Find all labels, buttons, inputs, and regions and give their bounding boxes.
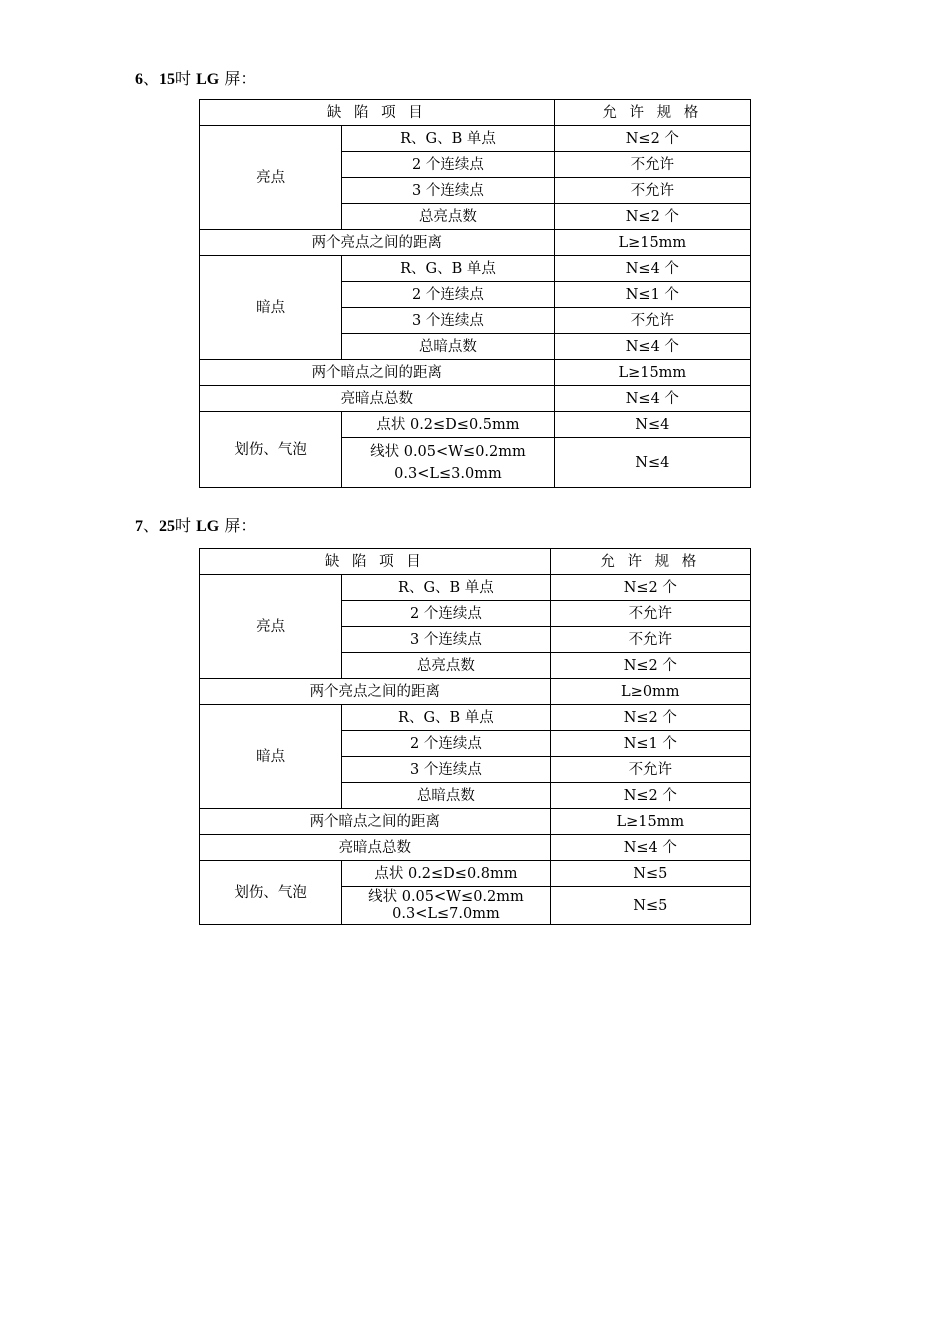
row-spec: N≤2 个 xyxy=(554,204,750,230)
header-allowed-spec: 允 许 规 格 xyxy=(554,100,750,126)
row-item: R、G、B 单点 xyxy=(342,256,554,282)
section-number: 6 xyxy=(135,71,143,88)
defect-spec-table-15-inch xyxy=(199,99,751,488)
row-item: 总暗点数 xyxy=(342,334,554,360)
line-shape-spec: N≤5 xyxy=(550,887,750,925)
dark-distance-item: 两个暗点之间的距离 xyxy=(200,360,555,386)
line-shape-spec: N≤4 xyxy=(554,438,750,488)
total-dots-spec: N≤4 个 xyxy=(554,386,750,412)
row-item: 2 个连续点 xyxy=(342,282,554,308)
dot-shape-spec: N≤5 xyxy=(550,861,750,887)
dot-shape-spec: N≤4 xyxy=(554,412,750,438)
row-spec: N≤2 个 xyxy=(554,126,750,152)
bright-dot-label: 亮点 xyxy=(200,126,342,230)
section-number: 7 xyxy=(135,518,143,535)
size-unit: 吋 xyxy=(175,69,192,88)
dark-dot-label: 暗点 xyxy=(200,705,342,809)
title-suffix: 屏： xyxy=(224,69,257,88)
total-dots-spec: N≤4 个 xyxy=(550,835,750,861)
line-shape-width: 线状 0.05<W≤0.2mm xyxy=(370,443,526,460)
dark-distance-spec: L≥15mm xyxy=(554,360,750,386)
section-separator: 、 xyxy=(143,516,160,535)
line-shape-length: 0.3<L≤3.0mm xyxy=(394,465,502,482)
row-item: 3 个连续点 xyxy=(342,178,554,204)
row-item: 3 个连续点 xyxy=(342,627,550,653)
table-row xyxy=(200,230,751,256)
screen-size: 15 xyxy=(159,71,176,88)
row-spec: N≤2 个 xyxy=(550,653,750,679)
row-item: 3 个连续点 xyxy=(342,308,554,334)
line-shape-item xyxy=(342,887,550,925)
row-spec: 不允许 xyxy=(554,152,750,178)
table-row xyxy=(200,386,751,412)
table-row xyxy=(200,835,751,861)
row-item: 总亮点数 xyxy=(342,204,554,230)
dot-shape-item: 点状 0.2≤D≤0.8mm xyxy=(342,861,550,887)
row-spec: N≤2 个 xyxy=(550,705,750,731)
defect-spec-table-25-inch xyxy=(199,548,751,925)
table-header-row xyxy=(200,100,751,126)
row-item: 2 个连续点 xyxy=(342,601,550,627)
row-spec: N≤2 个 xyxy=(550,575,750,601)
row-item: R、G、B 单点 xyxy=(342,126,554,152)
header-allowed-spec: 允 许 规 格 xyxy=(550,549,750,575)
line-shape-item xyxy=(342,438,554,488)
row-item: 总亮点数 xyxy=(342,653,550,679)
row-item: 2 个连续点 xyxy=(342,731,550,757)
header-defect-item: 缺 陷 项 目 xyxy=(200,100,555,126)
row-item: 3 个连续点 xyxy=(342,757,550,783)
row-spec: N≤1 个 xyxy=(554,282,750,308)
dark-dot-label: 暗点 xyxy=(200,256,342,360)
size-unit: 吋 xyxy=(175,516,192,535)
section-title-25-inch xyxy=(135,513,256,536)
row-spec: 不允许 xyxy=(554,308,750,334)
line-shape-length: 0.3<L≤7.0mm xyxy=(392,905,500,922)
row-item: 2 个连续点 xyxy=(342,152,554,178)
row-spec: 不允许 xyxy=(550,601,750,627)
bright-distance-spec: L≥0mm xyxy=(550,679,750,705)
bright-distance-spec: L≥15mm xyxy=(554,230,750,256)
row-item: 总暗点数 xyxy=(342,783,550,809)
table-header-row xyxy=(200,549,751,575)
section-separator: 、 xyxy=(143,69,160,88)
scratch-bubble-label: 划伤、气泡 xyxy=(200,412,342,488)
screen-size: 25 xyxy=(159,518,176,535)
row-item: R、G、B 单点 xyxy=(342,575,550,601)
row-spec: 不允许 xyxy=(554,178,750,204)
table-row xyxy=(200,126,751,152)
header-defect-item: 缺 陷 项 目 xyxy=(200,549,551,575)
screen-brand: LG xyxy=(196,518,220,535)
total-dots-item: 亮暗点总数 xyxy=(200,835,551,861)
table-row xyxy=(200,861,751,887)
total-dots-item: 亮暗点总数 xyxy=(200,386,555,412)
line-shape-width: 线状 0.05<W≤0.2mm xyxy=(368,888,524,905)
bright-distance-item: 两个亮点之间的距离 xyxy=(200,679,551,705)
dark-distance-spec: L≥15mm xyxy=(550,809,750,835)
screen-brand: LG xyxy=(196,71,220,88)
row-spec: N≤1 个 xyxy=(550,731,750,757)
bright-distance-item: 两个亮点之间的距离 xyxy=(200,230,555,256)
table-row xyxy=(200,809,751,835)
row-spec: N≤4 个 xyxy=(554,256,750,282)
row-item: R、G、B 单点 xyxy=(342,705,550,731)
table-row xyxy=(200,412,751,438)
row-spec: 不允许 xyxy=(550,757,750,783)
table-row xyxy=(200,575,751,601)
bright-dot-label: 亮点 xyxy=(200,575,342,679)
title-suffix: 屏： xyxy=(224,516,257,535)
section-title-15-inch xyxy=(135,66,256,89)
table-row xyxy=(200,705,751,731)
table-row xyxy=(200,679,751,705)
table-row xyxy=(200,360,751,386)
row-spec: N≤2 个 xyxy=(550,783,750,809)
dark-distance-item: 两个暗点之间的距离 xyxy=(200,809,551,835)
dot-shape-item: 点状 0.2≤D≤0.5mm xyxy=(342,412,554,438)
scratch-bubble-label: 划伤、气泡 xyxy=(200,861,342,925)
row-spec: 不允许 xyxy=(550,627,750,653)
table-row xyxy=(200,256,751,282)
row-spec: N≤4 个 xyxy=(554,334,750,360)
